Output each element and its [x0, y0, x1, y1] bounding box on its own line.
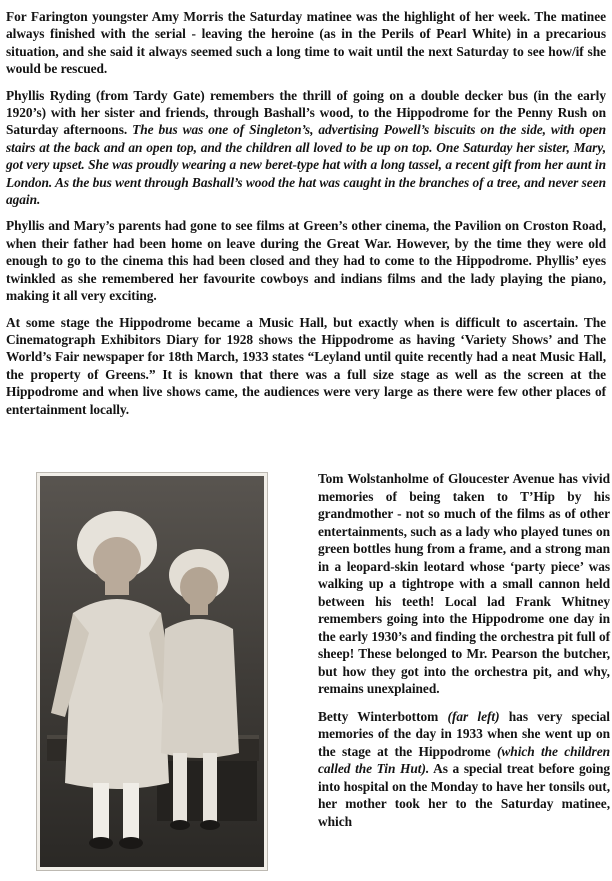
caption-far-left: (far left)	[447, 708, 500, 724]
betty-name: Betty Winterbottom	[318, 708, 439, 724]
paragraph-tom-wolstanholme: Tom Wolstanholme of Gloucester Avenue has vivid memories of being taken to T’Hip by his grandmother - not so much of the films as of other entertainments, such as a lady who played tunes on green bottles hung from a frame, and a strong man in a leopard-skin leotard whose ‘party piece’ was walking up a tightrope with a small cannon held between his teeth! Local lad Frank Whitney remembers going into the Hippodrome one day in the early 1930’s and finding the orchestra pit full of sheep! These belonged to Mr. Pearson the butcher, but how they got into the orchestra pit, and why, remains unexplained.	[318, 471, 610, 696]
paragraph-amy-morris: For Farington youngster Amy Morris the Saturday matinee was the highlight of her week. The matinee always finished with the serial - leaving the heroine (as in the Perils of Pearl White) in a precarious situation, and she said it always seemed such a long time to wait until the next Saturday to see how/if she would be rescued.	[6, 9, 606, 77]
side-column	[318, 470, 610, 830]
photo-section	[0, 464, 612, 881]
tin-hut-note: (which the children called the Tin Hut).	[318, 743, 610, 776]
paragraph-betty-winterbottom	[318, 708, 610, 831]
paragraph-phyllis-ryding	[6, 87, 606, 209]
phyllis-bus-story: The bus was one of Singleton’s, advertising Powell’s biscuits on the side, with open stairs at the back and an open top, and the children all loved to be up on top. One Saturday her sister, Mary, got very upset. She was proudly wearing a new beret-type hat with a long tassel, a recent gift from her aunt in London. As the bus went through Bashall’s wood the hat was caught in the branches of a tree, and never seen again.	[6, 122, 606, 208]
betty-text-2: As a special treat before going into hospital on the Monday to have her tonsils out, her mother took her to the Saturday matinee, which	[318, 761, 610, 829]
photo-two-girls-illustration	[37, 473, 267, 870]
paragraph-music-hall: At some stage the Hippodrome became a Music Hall, but exactly when is difficult to ascertain. The Cinematograph Exhibitors Diary for 1928 shows the Hippodrome as having ‘Variety Shows’ and The World’s Fair newspaper for 18th March, 1933 states “Leyland until quite recently had a neat Music Hall, the property of Greens.” It is known that there was a full size stage as well as the screen at the Hippodrome and when live shows came, the audiences were very large as there were few other places of entertainment locally.	[6, 314, 606, 417]
betty-text-1: has very special memories of the day in 1933 when she went up on the stage at the Hippodrome	[318, 708, 610, 759]
paragraph-parents-pavilion: Phyllis and Mary’s parents had gone to see films at Green’s other cinema, the Pavilion on Croston Road, when their father had been home on leave during the Great War. However, by the time they were old enough to go to the cinema this had been closed and they had to come to the Hippodrome. Phyllis’ eyes twinkled as she remembered her favourite cowboys and indians films and the lady playing the piano, making it all very exciting.	[6, 218, 606, 304]
photo-two-girls	[36, 472, 268, 871]
phyllis-intro-text: Phyllis Ryding (from Tardy Gate) remembers the thrill of going on a double decker bus (in the early 1920’s) with her sister and friends, through Bashall’s wood, to the Hippodrome for the Penny Rush on Saturday afternoons.	[6, 87, 606, 138]
